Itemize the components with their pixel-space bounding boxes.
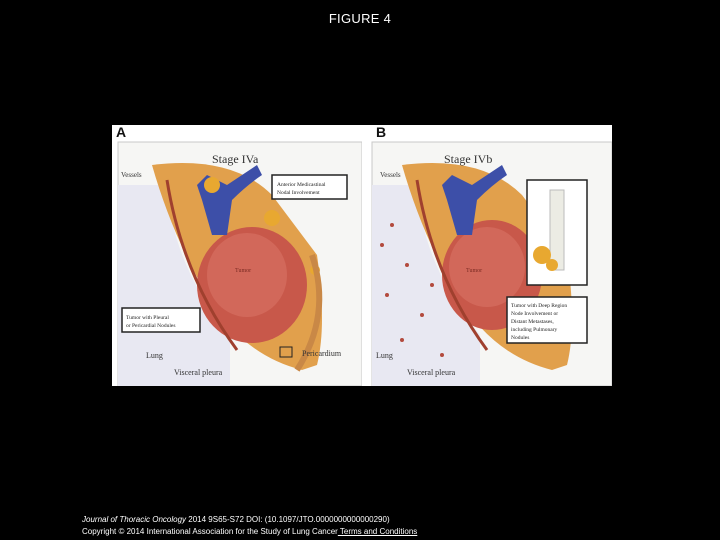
footer — [82, 514, 417, 538]
anterior-box-line1: Anterior Medicastinal — [277, 182, 326, 188]
panel-a-letter: A — [116, 125, 127, 140]
journal-name: Journal of Thoracic Oncology — [82, 515, 187, 524]
pericardium-label: Pericardium — [302, 349, 342, 358]
panel-b-vessels-label: Vessels — [380, 171, 401, 179]
copyright-line — [82, 526, 417, 538]
panel-b-letter: B — [376, 125, 387, 140]
deep-box-line3: Distant Metastases, — [511, 319, 554, 325]
panel-a-stage-title: Stage IVa — [212, 152, 259, 166]
panel-b — [362, 125, 612, 386]
figure-image — [112, 125, 612, 386]
panel-b-tumor-label: Tumor — [466, 268, 483, 274]
panel-b-stage-title: Stage IVb — [444, 152, 493, 166]
citation-line — [82, 514, 417, 526]
panel-a-lung-label: Lung — [146, 351, 163, 360]
citation-text: 2014 9S65-S72 DOI: (10.1097/JTO.0000000000000290) — [186, 515, 390, 524]
panel-b-illustration — [362, 125, 612, 386]
anterior-box-line2: Nodal Involvement — [277, 190, 320, 196]
panel-a-tumor-label: Tumor — [235, 268, 252, 274]
pleural-box-line1: Tumor with Pleural — [126, 315, 169, 321]
panel-a-vessels-label: Vessels — [121, 171, 142, 179]
copyright-text: Copyright © 2014 International Association for the Study of Lung Cancer — [82, 527, 338, 536]
panel-b-visceral-pleura-label: Visceral pleura — [407, 368, 456, 377]
panel-b-lung-label: Lung — [376, 351, 393, 360]
terms-link[interactable]: Terms and Conditions — [337, 527, 418, 536]
deep-box-line5: Nodules — [511, 335, 530, 341]
figure-title: FIGURE 4 — [328, 11, 392, 26]
panel-a — [112, 125, 362, 386]
panel-a-illustration — [112, 125, 362, 386]
deep-box-line4: including Pulmonary — [511, 327, 558, 333]
deep-box-line1: Tumor with Deep Region — [511, 303, 568, 309]
deep-box-line2: Node Involvement or — [511, 311, 559, 317]
pleural-box-line2: or Pericardial Nodules — [126, 323, 176, 329]
panel-a-visceral-pleura-label: Visceral pleura — [174, 368, 223, 377]
